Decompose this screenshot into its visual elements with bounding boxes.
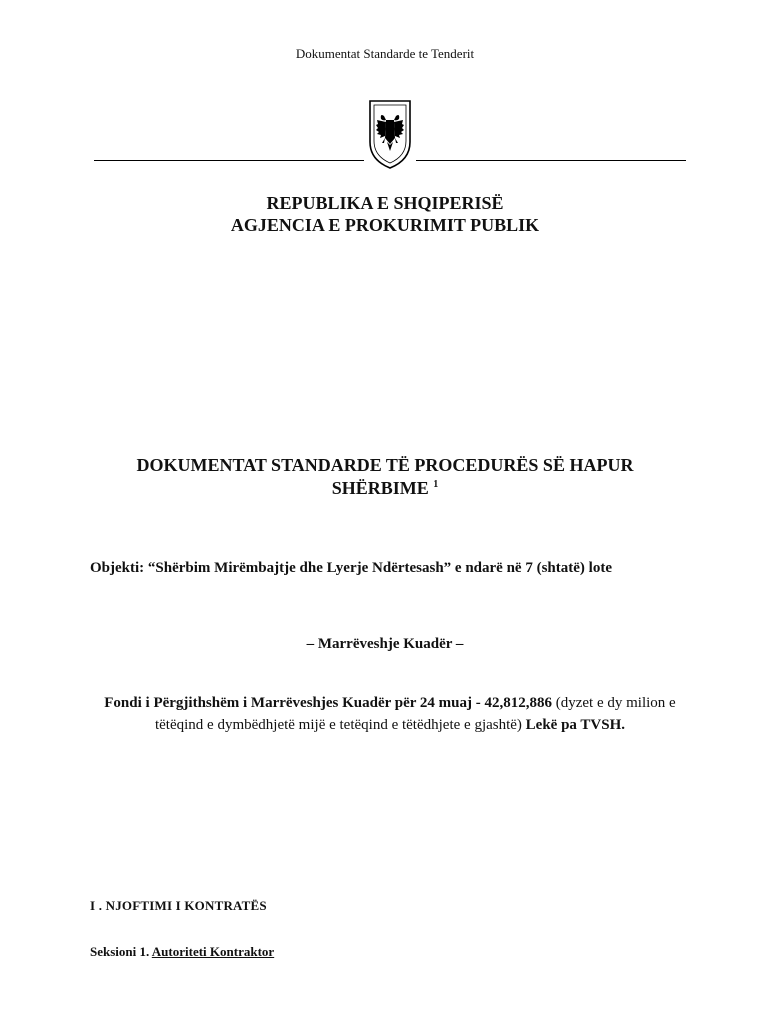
- document-title-line2: [0, 478, 770, 499]
- albanian-eagle-emblem-icon: [366, 98, 414, 170]
- object-description: Objekti: “Shërbim Mirëmbajtje dhe Lyerje Ndërtesash” e ndarë në 7 (shtatë) lote: [90, 560, 612, 576]
- section-heading: I . NJOFTIMI I KONTRATËS: [90, 898, 267, 913]
- document-title-line1: DOKUMENTAT STANDARDE TË PROCEDURËS SË HAPUR: [136, 455, 634, 475]
- fund-statement-bold: Fondi i Përgjithshëm i Marrëveshjes Kuadër për 24 muaj - 42,812,886: [104, 695, 552, 711]
- document-title-services: SHËRBIME: [331, 478, 429, 498]
- fund-currency: Lekë pa TVSH.: [525, 717, 626, 733]
- header-rule-left: [94, 160, 364, 161]
- republic-title: REPUBLIKA E SHQIPERISË: [266, 193, 504, 213]
- subsection-title: Autoriteti Kontraktor: [151, 944, 275, 959]
- running-header: Dokumentat Standarde te Tenderit: [295, 46, 475, 61]
- header-rule-right: [416, 160, 686, 161]
- fund-statement: [80, 692, 700, 736]
- agency-title: AGJENCIA E PROKURIMIT PUBLIK: [230, 215, 540, 235]
- footnote-mark[interactable]: 1: [433, 479, 439, 490]
- subsection-heading: [90, 944, 274, 960]
- fund-amount-words: (dyzet e dy milion e tëtëqind e dymbëdhjetë mijë e tetëqind e tëtëdhjete e gjashtë): [154, 695, 676, 733]
- framework-agreement-label: – Marrëveshje Kuadër –: [306, 636, 464, 652]
- subsection-label: Seksioni 1.: [90, 944, 150, 959]
